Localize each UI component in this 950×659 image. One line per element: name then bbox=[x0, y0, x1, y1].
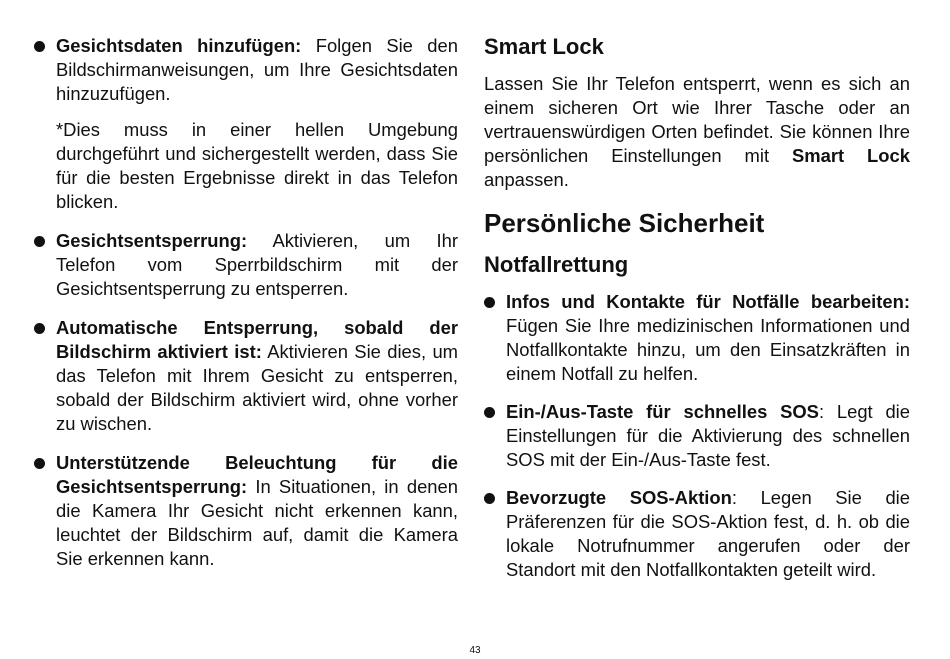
note-paragraph: *Dies muss in einer hellen Umgebung durchgeführt und sichergestellt werden, dass Sie für die besten Ergebnisse direkt in das Telefon blicken. bbox=[56, 119, 458, 212]
smart-lock-text-end: anpassen. bbox=[484, 169, 569, 190]
smart-lock-bold: Smart Lock bbox=[792, 145, 910, 166]
heading-smart-lock: Smart Lock bbox=[484, 34, 604, 59]
bullet-dot-icon bbox=[34, 323, 45, 334]
bullet-text: In Situationen, in denen die Kamera Ihr Gesicht nicht erkennen kann, leuchtet der Bildschirm auf, damit die Kamera Sie erkennen kann. bbox=[56, 476, 458, 569]
bullet-item-schnelles-sos bbox=[484, 400, 910, 472]
bullet-text: : Legt die Einstellungen für die Aktivierung des schnellen SOS mit der Ein-/Aus-Taste fest. bbox=[506, 401, 910, 470]
bullet-text: Folgen Sie den Bildschirmanweisungen, um Ihre Gesichtsdaten hinzuzufügen. bbox=[56, 35, 458, 104]
bullet-dot-icon bbox=[484, 407, 495, 418]
bullet-bold-label: Unterstützende Beleuchtung für die Gesichtsentsperrung: bbox=[56, 452, 458, 497]
bullet-paragraph bbox=[506, 290, 910, 386]
bullet-item-beleuchtung bbox=[34, 451, 458, 571]
bullet-text: : Legen Sie die Präferenzen für die SOS-Aktion fest, d. h. ob die lokale Notrufnummer angerufen oder der Standort mit den Notfallkontakten geteilt wird. bbox=[506, 487, 910, 580]
right-column bbox=[484, 32, 910, 596]
bullet-item-automatische-entsperrung bbox=[34, 316, 458, 436]
bullet-text: Aktivieren, um Ihr Telefon vom Sperrbildschirm mit der Gesichtsentsperrung zu entsperren. bbox=[56, 230, 458, 299]
bullet-paragraph bbox=[56, 229, 458, 301]
bullet-dot-icon bbox=[34, 41, 45, 52]
bullet-bold-label: Gesichtsdaten hinzufügen: bbox=[56, 35, 302, 56]
bullet-paragraph bbox=[506, 486, 910, 582]
smart-lock-paragraph bbox=[484, 72, 910, 192]
section-heading: Persönliche Sicherheit bbox=[484, 208, 765, 238]
bullet-bold-label: Bevorzugte SOS-Aktion bbox=[506, 487, 732, 508]
bullet-item-notfall-infos bbox=[484, 290, 910, 386]
bullet-paragraph bbox=[56, 34, 458, 106]
bullet-bold-label: Automatische Entsperrung, sobald der Bildschirm aktiviert ist: bbox=[56, 317, 458, 362]
left-column bbox=[34, 34, 458, 586]
bullet-item-sos-aktion bbox=[484, 486, 910, 582]
bullet-dot-icon bbox=[484, 493, 495, 504]
bullet-dot-icon bbox=[34, 458, 45, 469]
bullet-item-gesichtsentsperrung bbox=[34, 229, 458, 301]
bullet-text: Fügen Sie Ihre medizinischen Informationen und Notfallkontakte hinzu, um den Einsatzkräften in einem Notfall zu helfen. bbox=[506, 315, 910, 384]
bullet-paragraph bbox=[506, 400, 910, 472]
bullet-item-gesichtsdaten bbox=[34, 34, 458, 214]
page-number: 43 bbox=[469, 645, 481, 656]
smart-lock-text: Lassen Sie Ihr Telefon entsperrt, wenn es sich an einem sicheren Ort wie Ihrer Tasche oder an vertrauenswürdigen Orten befindet. Sie können Ihre persönlichen Einstellungen mit bbox=[484, 73, 910, 166]
bullet-bold-label: Infos und Kontakte für Notfälle bearbeiten: bbox=[506, 291, 910, 312]
bullet-dot-icon bbox=[484, 297, 495, 308]
bullet-dot-icon bbox=[34, 236, 45, 247]
bullet-bold-label: Ein-/Aus-Taste für schnelles SOS bbox=[506, 401, 819, 422]
bullet-bold-label: Gesichtsentsperrung: bbox=[56, 230, 248, 251]
bullet-paragraph bbox=[56, 451, 458, 571]
bullet-paragraph bbox=[56, 316, 458, 436]
bullet-text: Aktivieren Sie dies, um das Telefon mit Ihrem Gesicht zu entsperren, sobald der Bildschirm aktiviert wird, ohne vorher zu wischen. bbox=[56, 341, 458, 434]
subheading-notfallrettung: Notfallrettung bbox=[484, 252, 629, 277]
